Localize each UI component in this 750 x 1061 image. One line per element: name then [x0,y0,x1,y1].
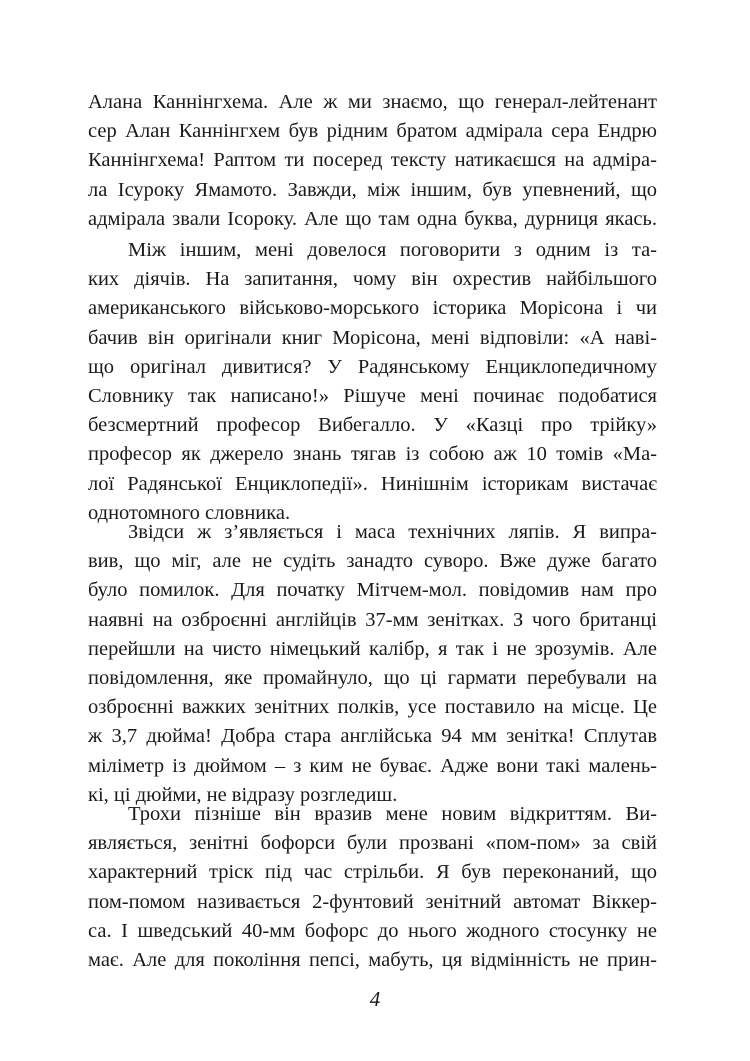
text-line: перейшли на чисто німецький калібр, я так і не зрозумів. Але [88,637,657,660]
text-line: що оригінал дивитися? У Радянському Енциклопедичному [88,355,657,378]
text-line: адмірала звали Ісороку. Але що там одна буква, дурниця якась. [88,207,657,230]
text-line: Каннінгхема! Раптом ти посеред тексту натикаєшся на адміра- [88,149,657,172]
paragraph-2 [88,236,657,528]
text-line: Словнику так написано!» Рішуче мені починає подобатися [88,384,657,407]
text-line: Алана Каннінгхема. Але ж ми знаємо, що генерал-лейтенант [88,91,657,113]
text-line: Звідси ж з’являється і маса технічних ляпів. Я випра- [128,521,657,543]
paragraph-3 [88,518,657,810]
text-line: наявні на озброєнні англійців 37-мм зенітках. З чого британці [88,608,657,631]
text-line: лої Радянської Енциклопедії». Нинішнім історикам вистачає [88,472,657,495]
text-line: однотомного словника. [88,501,291,524]
paragraph-1 [88,88,657,234]
text-line: кі, ці дюйми, не відразу розгледиш. [88,783,398,806]
paragraph-4 [88,800,657,975]
text-line: бачив він оригінали книг Морісона, мені відповіли: «А наві- [88,326,657,349]
text-line: повідомлення, яке промайнуло, що ці гармати перебували на [88,666,657,689]
text-line: са. І шведський 40-мм бофорс до нього жодного стосунку не [88,919,657,942]
text-line: озброєнні важких зенітних полків, усе поставило на місце. Це [88,696,657,719]
text-line: Між іншим, мені довелося поговорити з одним із та- [128,239,657,261]
text-line: являється, зенітні бофорси були прозвані «пом-пом» за свій [88,832,657,855]
text-line: ких діячів. На запитання, чому він охрестив найбільшого [88,268,657,291]
text-line: характерний тріск під час стрільби. Я був переконаний, що [88,861,657,884]
text-line: ж 3,7 дюйма! Добра стара англійська 94 мм зенітка! Сплутав [88,725,657,748]
text-line: Трохи пізніше він вразив мене новим відкриттям. Ви- [128,803,657,825]
text-line: сер Алан Каннінгхем був рідним братом адмірала сера Ендрю [88,120,657,143]
text-line: було помилок. Для початку Мітчем-мол. повідомив нам про [88,579,657,602]
text-line: ла Ісуроку Ямамото. Завжди, між іншим, був упевнений, що [88,178,657,201]
text-line: професор як джерело знань тягав із собою аж 10 томів «Ма- [88,443,657,466]
text-line: пом-помом називається 2-фунтовий зенітний автомат Віккер- [88,890,657,913]
text-line: американського військово-морського історика Морісона і чи [88,297,657,320]
text-line: має. Але для покоління пепсі, мабуть, ця відмінність не прин- [88,948,657,971]
text-line: вив, що міг, але не судіть занадто суворо. Вже дуже багато [88,550,657,573]
text-line: міліметр із дюймом – з ким не буває. Адже вони такі малень- [88,754,657,777]
text-line: безсмертний професор Вибегалло. У «Казці про трійку» [88,414,657,437]
page-number: 4 [369,987,381,1011]
